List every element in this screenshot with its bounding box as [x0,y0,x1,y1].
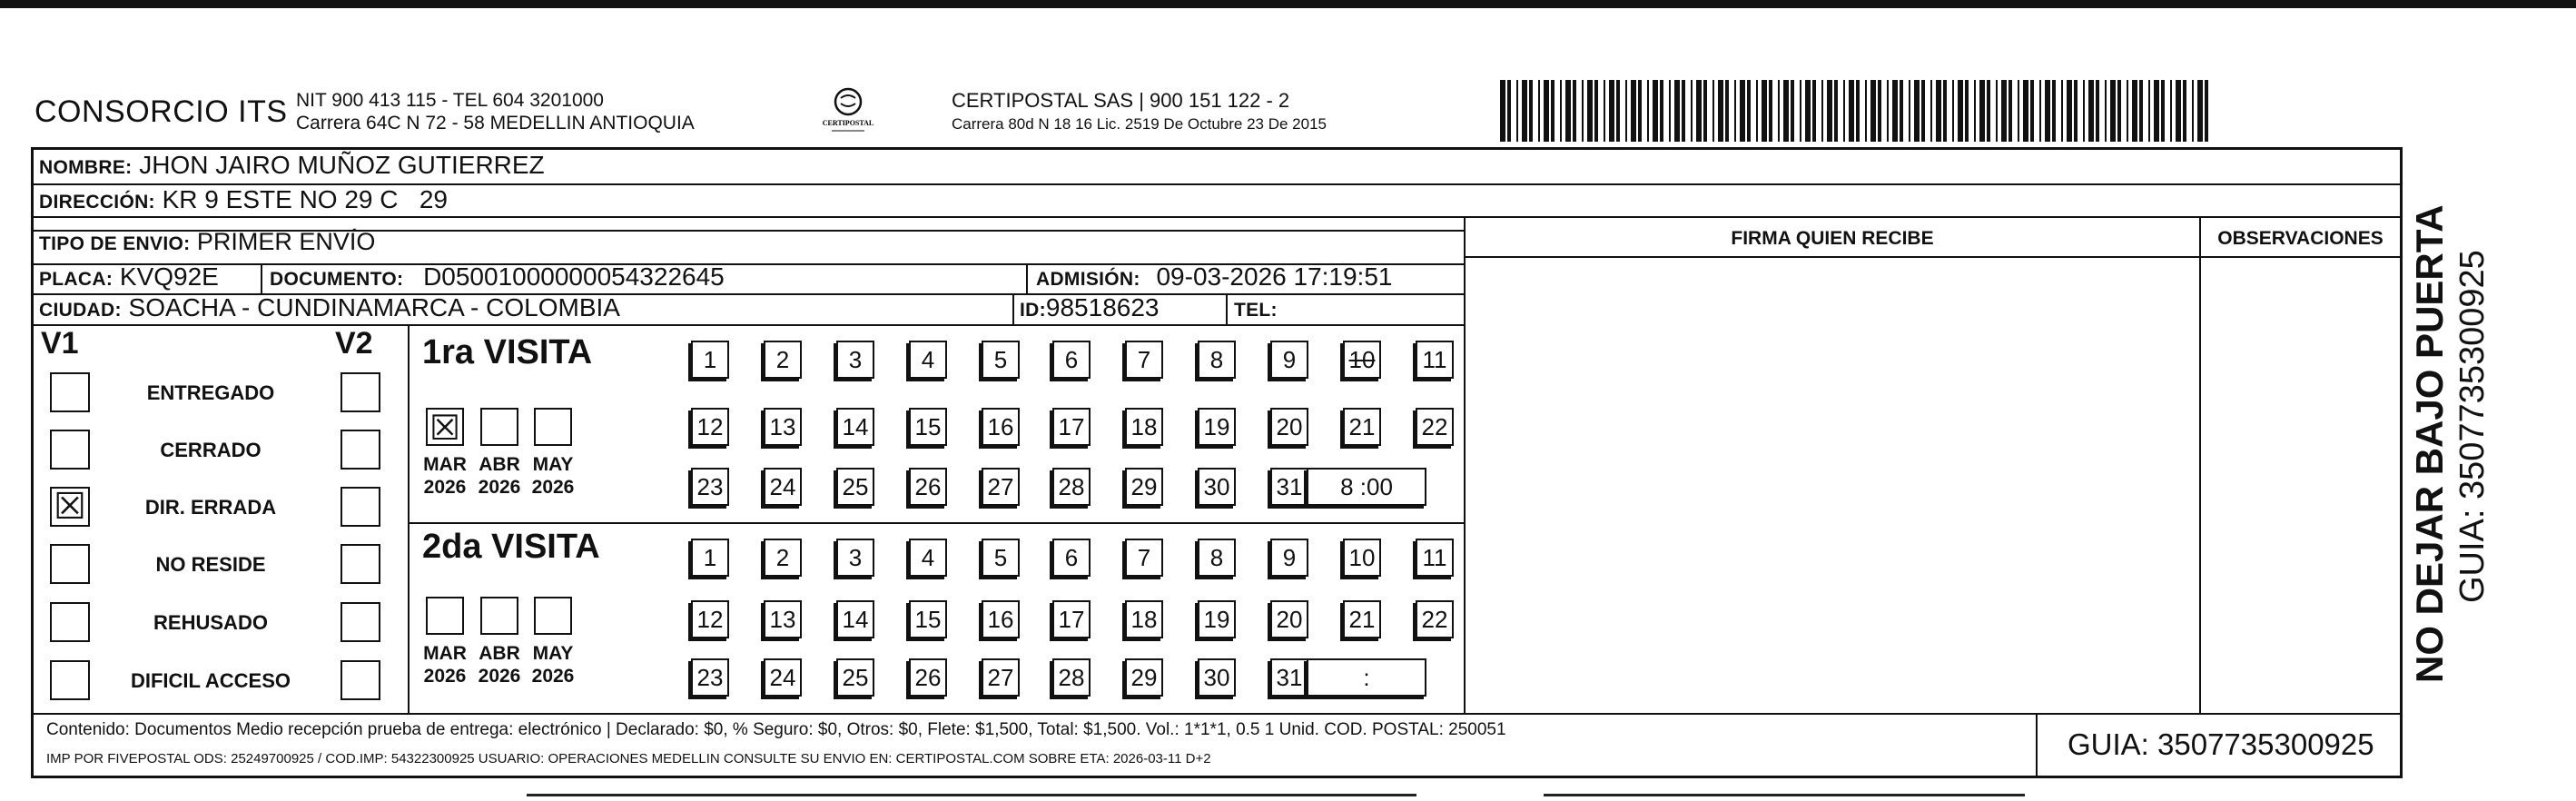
guia-side: GUIA: 3507735300925 [2453,250,2492,603]
status-label: NO RESIDE [155,553,266,576]
day-27[interactable]: 27 [982,468,1020,506]
day-26[interactable]: 26 [909,468,947,506]
signature-area[interactable] [1466,258,2199,712]
month-checkbox[interactable] [480,408,518,446]
day-3[interactable]: 3 [836,341,874,379]
tel-field [1234,293,1278,322]
day-7[interactable]: 7 [1125,539,1163,577]
barcode-bar [1936,80,1941,142]
documento-label: DOCUMENTO: [270,269,404,290]
day-23[interactable]: 23 [691,658,729,697]
barcode-bar [1653,80,1658,142]
barcode-bar [1594,80,1598,142]
v2-checkbox[interactable] [341,430,380,470]
day-29[interactable]: 29 [1125,468,1163,506]
certi-address: Carrera 80d N 18 16 Lic. 2519 De Octubre 23 De 2015 [952,115,1327,133]
day-29[interactable]: 29 [1125,658,1163,697]
day-2[interactable]: 2 [764,539,802,577]
company-name: CONSORCIO ITS [35,94,288,129]
day-31[interactable]: 31 [1270,658,1308,697]
day-5[interactable]: 5 [982,341,1020,379]
barcode-bar [2110,80,2116,142]
barcode-bar [2039,80,2041,142]
barcode-bar [1740,80,1745,142]
observations-area[interactable] [2201,258,2400,712]
barcode-bar [1604,80,1605,142]
day-1[interactable]: 1 [691,341,729,379]
day-15[interactable]: 15 [909,600,947,638]
day-16[interactable]: 16 [982,408,1020,446]
barcode-bar [1914,80,1920,142]
day-17[interactable]: 17 [1052,600,1091,638]
day-12[interactable]: 12 [691,408,729,446]
placa-field [39,262,219,292]
tel-label: TEL: [1234,300,1278,321]
barcode-bar [1778,80,1780,142]
day-10[interactable]: 10 [1343,341,1381,379]
barcode-bar [1791,80,1794,142]
barcode-bar [1551,80,1554,142]
day-9[interactable]: 9 [1270,539,1308,577]
visita1-title: 1ra VISITA [422,333,593,371]
barcode-bar [1769,80,1772,142]
nombre-label: NOMBRE: [39,157,133,178]
barcode-bar [2105,80,2107,142]
bottom-line [527,794,1416,796]
day-8[interactable]: 8 [1198,341,1236,379]
barcode-bar [1821,80,1823,142]
v2-checkbox[interactable] [341,487,380,527]
day-9[interactable]: 9 [1270,341,1308,379]
barcode-bar [2161,80,2165,142]
month-label [521,453,585,499]
barcode-bar [1909,80,1910,142]
delivery-form [31,147,2403,778]
month-checkbox[interactable] [534,597,572,635]
nombre-value: JHON JAIRO MUÑOZ GUTIERREZ [139,151,545,179]
barcode-bar [1958,80,1963,142]
documento-field [270,262,725,292]
day-7[interactable]: 7 [1125,341,1163,379]
barcode-bar [1516,80,1518,142]
documento-value: D05001000000054322645 [423,262,725,291]
barcode-bar [1747,80,1751,142]
day-15[interactable]: 15 [909,408,947,446]
barcode-bar [1887,80,1889,142]
barcode-bar [1669,80,1671,142]
time-field[interactable]: 8 :00 [1307,468,1426,506]
tipo-value: PRIMER ENVÍO [196,228,376,255]
barcode-bar [1609,80,1614,142]
status-label: DIFICIL ACCESO [130,669,291,692]
logo-text: CERTIPOSTAL [822,119,874,127]
placa-value: KVQ92E [119,262,219,291]
day-30[interactable]: 30 [1198,468,1236,506]
barcode-bar [2176,80,2181,142]
barcode-bar [1647,80,1649,142]
barcode-bar [2096,80,2099,142]
month-name: MAR [423,643,467,664]
no-dejar-warning: NO DEJAR BAJO PUERTA [2408,204,2451,683]
day-14[interactable]: 14 [836,408,874,446]
day-20[interactable]: 20 [1270,600,1308,638]
day-22[interactable]: 22 [1416,408,1454,446]
barcode-bar [2148,80,2150,142]
day-18[interactable]: 18 [1125,408,1163,446]
barcode-bar [1834,80,1838,142]
barcode-bar [1674,80,1680,142]
v1-checkbox[interactable] [50,372,90,412]
v1-checkbox[interactable] [50,660,90,700]
status-label: CERRADO [160,439,262,461]
company-info [296,89,695,134]
month-checkbox[interactable] [426,408,464,446]
barcode-bar [1538,80,1540,142]
month-name: MAY [532,643,574,664]
address-line: Carrera 64C N 72 - 58 MEDELLIN ANTIOQUIA [296,113,695,134]
day-28[interactable]: 28 [1052,468,1091,506]
barcode-bar [2061,80,2063,142]
day-8[interactable]: 8 [1198,539,1236,577]
day-4[interactable]: 4 [909,341,947,379]
direccion-value: KR 9 ESTE NO 29 C 29 [162,185,448,213]
day-20[interactable]: 20 [1270,408,1308,446]
barcode-bar [1843,80,1845,142]
day-6[interactable]: 6 [1052,539,1091,577]
day-11[interactable]: 11 [1416,539,1454,577]
barcode-bar [1565,80,1571,142]
firma-header: FIRMA QUIEN RECIBE [1731,228,1934,249]
barcode-bar [1930,80,1932,142]
barcode-bar [1500,80,1505,142]
day-4[interactable]: 4 [909,539,947,577]
barcode-bar [1718,80,1723,142]
placa-label: PLACA: [39,269,114,290]
v1-checkbox[interactable] [50,487,90,527]
day-16[interactable]: 16 [982,600,1020,638]
day-6[interactable]: 6 [1052,341,1091,379]
barcode-bar [2139,80,2143,142]
barcode-bar [2030,80,2034,142]
barcode-bar [1616,80,1620,142]
day-17[interactable]: 17 [1052,408,1091,446]
month-name: MAR [423,454,467,475]
month-year: 2026 [531,477,575,498]
day-3[interactable]: 3 [836,539,874,577]
month-checkbox[interactable] [534,408,572,446]
barcode-bar [1849,80,1854,142]
day-1[interactable]: 1 [691,539,729,577]
barcode-bar [1544,80,1549,142]
day-10[interactable]: 10 [1343,539,1381,577]
barcode-bar [2045,80,2050,142]
day-25[interactable]: 25 [836,658,874,697]
day-27[interactable]: 27 [982,658,1020,697]
barcode-bar [1952,80,1954,142]
ciudad-label: CIUDAD: [39,300,122,321]
barcode-bar [1892,80,1898,142]
day-12[interactable]: 12 [691,600,729,638]
day-28[interactable]: 28 [1052,658,1091,697]
day-13[interactable]: 13 [764,408,802,446]
admision-field [1036,262,1392,292]
tipo-field [39,228,375,256]
barcode-bar [2197,80,2203,142]
barcode-bar [1974,80,1976,142]
barcode-bar [1987,80,1990,142]
barcode-bar [1921,80,1925,142]
day-19[interactable]: 19 [1198,600,1236,638]
barcode-bar [1507,80,1511,142]
day-19[interactable]: 19 [1198,408,1236,446]
barcode-bar [2127,80,2128,142]
barcode-bar [1865,80,1867,142]
barcode-bar [1756,80,1758,142]
barcode-bar [1529,80,1533,142]
tipo-label: TIPO DE ENVIO: [39,233,191,254]
day-13[interactable]: 13 [764,600,802,638]
barcode-bar [2117,80,2121,142]
month-year: 2026 [478,477,521,498]
check-mark-icon: ☒ [54,486,86,528]
check-mark-icon: ☒ [429,408,461,448]
nit-line: NIT 900 413 115 - TEL 604 3201000 [296,90,604,111]
v1-checkbox[interactable] [50,430,90,470]
day-21[interactable]: 21 [1343,600,1381,638]
v1-checkbox[interactable] [50,602,90,642]
day-14[interactable]: 14 [836,600,874,638]
day-25[interactable]: 25 [836,468,874,506]
day-5[interactable]: 5 [982,539,1020,577]
barcode-bar [1725,80,1729,142]
barcode-bar [2052,80,2056,142]
barcode-bar [2192,80,2194,142]
barcode-bar [1625,80,1627,142]
barcode-bar [2008,80,2012,142]
day-2[interactable]: 2 [764,341,802,379]
direccion-label: DIRECCIÓN: [39,192,155,213]
status-label: REHUSADO [153,611,268,634]
v2-checkbox[interactable] [341,544,380,584]
month-year: 2026 [423,666,467,687]
certipostal-info [952,89,1327,136]
day-21[interactable]: 21 [1343,408,1381,446]
barcode-bar [2083,80,2085,142]
v1-header: V1 [41,326,79,361]
day-31[interactable]: 31 [1270,468,1308,506]
observaciones-header: OBSERVACIONES [2217,228,2384,249]
barcode-bar [1582,80,1584,142]
barcode-bar [1631,80,1636,142]
status-label: DIR. ERRADA [144,496,277,519]
barcode-bar [2183,80,2186,142]
top-border [0,0,2576,8]
barcode-bar [1996,80,1998,142]
barcode-bar [2205,80,2208,142]
visita2-title: 2da VISITA [422,528,600,566]
barcode-bar [1870,80,1876,142]
id-field [1020,293,1159,322]
barcode-bar [2132,80,2137,142]
barcode-bar [1712,80,1714,142]
ciudad-value: SOACHA - CUNDINAMARCA - COLOMBIA [128,293,620,321]
month-name: ABR [479,643,520,664]
barcode-bar [2018,80,2019,142]
barcode-bar [1696,80,1702,142]
month-year: 2026 [531,666,575,687]
barcode-bar [1703,80,1707,142]
v2-checkbox[interactable] [341,602,380,642]
barcode-bar [2088,80,2094,142]
guia-footer: GUIA: 3507735300925 [2068,727,2374,761]
barcode-icon [1500,80,2219,142]
day-11[interactable]: 11 [1416,341,1454,379]
id-label: ID: [1020,300,1046,321]
barcode-bar [1965,80,1969,142]
month-year: 2026 [423,477,467,498]
v1-checkbox[interactable] [50,544,90,584]
day-30[interactable]: 30 [1198,658,1236,697]
id-value: 98518623 [1045,293,1160,321]
barcode-bar [1878,80,1881,142]
bottom-line [1544,794,2025,796]
barcode-bar [1943,80,1947,142]
barcode-bar [1856,80,1860,142]
barcode-bar [1638,80,1642,142]
day-23[interactable]: 23 [691,468,729,506]
v2-header: V2 [335,326,373,361]
barcode-bar [1573,80,1576,142]
barcode-bar [1734,80,1736,142]
barcode-bar [2001,80,2007,142]
barcode-bar [1587,80,1593,142]
barcode-bar [1812,80,1816,142]
month-checkbox[interactable] [426,597,464,635]
day-18[interactable]: 18 [1125,600,1163,638]
day-24[interactable]: 24 [764,658,802,697]
admision-label: ADMISIÓN: [1036,269,1140,290]
barcode-bar [1660,80,1663,142]
barcode-bar [1762,80,1767,142]
footer-imp: IMP POR FIVEPOSTAL ODS: 25249700925 / COD.IMP: 54322300925 USUARIO: OPERACIONES MEDELLIN CONSULTE SU ENVIO EN: CERTIPOSTAL.COM SOBRE ETA: 2026-03-11 D+2 [46,751,1211,766]
barcode-bar [1979,80,1985,142]
day-22[interactable]: 22 [1416,600,1454,638]
barcode-bar [1900,80,1903,142]
month-year: 2026 [478,666,521,687]
admision-value: 09-03-2026 17:19:51 [1156,262,1393,291]
status-label: ENTREGADO [146,381,275,404]
barcode-bar [1682,80,1685,142]
ciudad-field [39,293,620,322]
time-field[interactable]: : [1307,658,1426,697]
month-label [521,642,585,687]
barcode-bar [2067,80,2072,142]
certi-line: CERTIPOSTAL SAS | 900 151 122 - 2 [952,89,1290,112]
v2-checkbox[interactable] [341,660,380,700]
barcode-bar [1800,80,1801,142]
barcode-bar [2023,80,2028,142]
month-name: MAY [532,454,574,475]
barcode-bar [1783,80,1789,142]
footer-contenido: Contenido: Documentos Medio recepción prueba de entrega: electrónico | Declarado: $0, % Seguro: $0, Otros: $0, Flete: $1,500, Total: $1,500. Vol.: 1*1*1, 0.5 1 Unid. COD. POSTAL: 250051 [46,720,1506,739]
v2-checkbox[interactable] [341,372,380,412]
barcode-bar [1522,80,1527,142]
day-26[interactable]: 26 [909,658,947,697]
barcode-bar [1805,80,1811,142]
barcode-bar [1560,80,1562,142]
day-24[interactable]: 24 [764,468,802,506]
barcode-bar [2154,80,2159,142]
month-checkbox[interactable] [480,597,518,635]
barcode-bar [1691,80,1693,142]
month-name: ABR [479,454,520,475]
barcode-bar [1827,80,1832,142]
certipostal-logo-icon [819,84,877,138]
direccion-field [39,185,448,214]
nombre-field [39,151,545,180]
barcode-bar [2170,80,2172,142]
barcode-bar [2074,80,2078,142]
